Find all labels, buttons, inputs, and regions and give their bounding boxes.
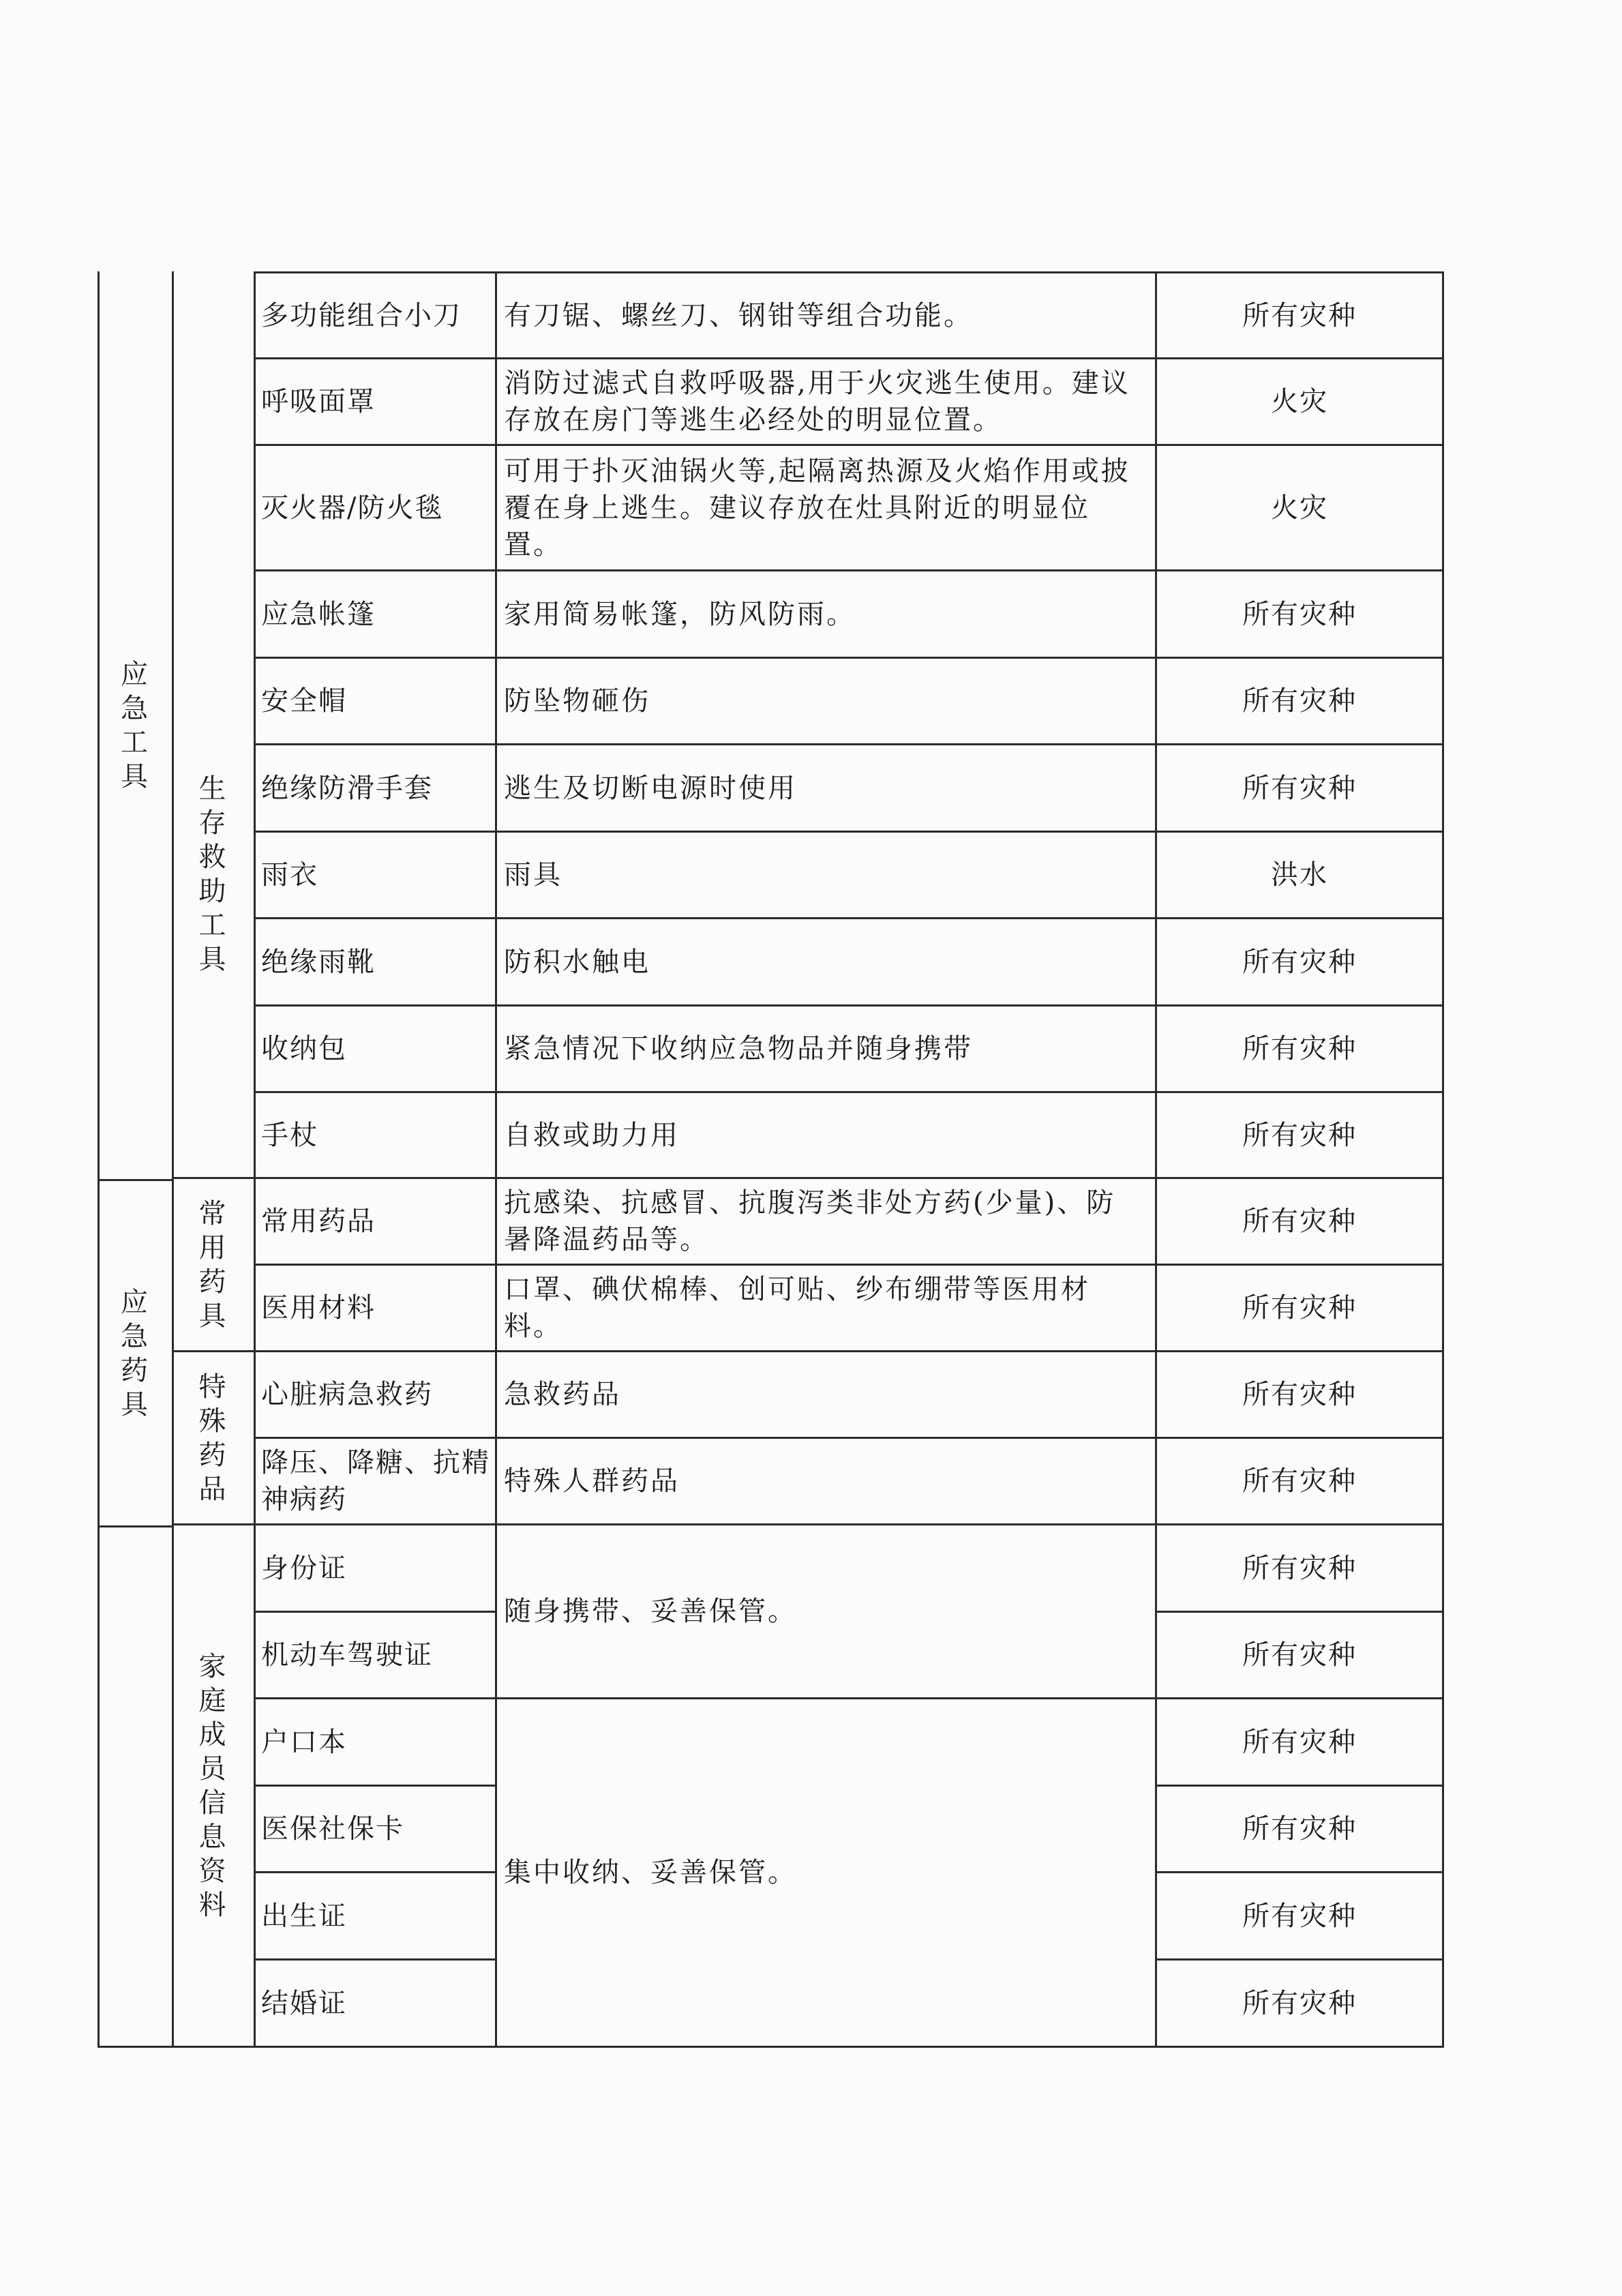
hazard-cell: 所有灾种	[1157, 1613, 1444, 1699]
item-cell: 身份证	[256, 1525, 497, 1613]
item-cell: 户口本	[256, 1699, 497, 1787]
hazard-cell: 所有灾种	[1157, 1525, 1444, 1613]
item-cell: 收纳包	[256, 1007, 497, 1093]
subcategory-family-documents: 家庭 成员 信息 资料	[174, 1525, 256, 2048]
item-cell: 医用材料	[256, 1266, 497, 1352]
hazard-cell: 所有灾种	[1157, 1007, 1444, 1093]
description-cell: 特殊人群药品	[497, 1439, 1157, 1525]
item-cell: 心脏病急救药	[256, 1352, 497, 1439]
hazard-cell: 洪水	[1157, 833, 1444, 919]
description-cell: 消防过滤式自救呼吸器,用于火灾逃生使用。建议存放在房门等逃生必经处的明显位置。	[497, 359, 1157, 446]
description-cell: 自救或助力用	[497, 1093, 1157, 1179]
category-unlabeled	[97, 1525, 174, 2048]
item-cell: 应急帐篷	[256, 571, 497, 659]
item-cell: 灭火器/防火毯	[256, 446, 497, 571]
hazard-cell: 所有灾种	[1157, 1873, 1444, 1960]
hazard-cell: 所有灾种	[1157, 571, 1444, 659]
hazard-cell: 所有灾种	[1157, 1439, 1444, 1525]
item-cell: 绝缘雨靴	[256, 919, 497, 1007]
subcategory-common-medicine: 常用 药具	[174, 1179, 256, 1352]
item-cell: 呼吸面罩	[256, 359, 497, 446]
subcategory-survival-tools: 生存 救助 工具	[174, 571, 256, 1179]
emergency-supplies-table	[97, 271, 1450, 2049]
description-cell: 雨具	[497, 833, 1157, 919]
item-cell: 多功能组合小刀	[256, 271, 497, 359]
category-emergency-medicine: 应急 药具	[97, 1179, 174, 1525]
description-cell: 有刀锯、螺丝刀、钢钳等组合功能。	[497, 271, 1157, 359]
description-cell: 抗感染、抗感冒、抗腹泻类非处方药(少量)、防暑降温药品等。	[497, 1179, 1157, 1266]
shared-description-cell: 集中收纳、妥善保管。	[497, 1699, 1157, 2048]
item-cell: 降压、降糖、抗精神病药	[256, 1439, 497, 1525]
description-cell: 可用于扑灭油锅火等,起隔离热源及火焰作用或披覆在身上逃生。建议存放在灶具附近的明显位置。	[497, 446, 1157, 571]
item-cell: 雨衣	[256, 833, 497, 919]
description-cell: 紧急情况下收纳应急物品并随身携带	[497, 1007, 1157, 1093]
description-cell: 逃生及切断电源时使用	[497, 745, 1157, 833]
item-cell: 医保社保卡	[256, 1787, 497, 1873]
hazard-cell: 所有灾种	[1157, 271, 1444, 359]
hazard-cell: 所有灾种	[1157, 1699, 1444, 1787]
item-cell: 绝缘防滑手套	[256, 745, 497, 833]
hazard-cell: 所有灾种	[1157, 1960, 1444, 2048]
description-cell: 家用简易帐篷，防风防雨。	[497, 571, 1157, 659]
hazard-cell: 所有灾种	[1157, 1787, 1444, 1873]
hazard-cell: 所有灾种	[1157, 1352, 1444, 1439]
item-cell: 常用药品	[256, 1179, 497, 1266]
hazard-cell: 火灾	[1157, 359, 1444, 446]
subcategory-special-medicine: 特殊 药品	[174, 1352, 256, 1525]
description-cell: 防坠物砸伤	[497, 659, 1157, 745]
hazard-cell: 所有灾种	[1157, 659, 1444, 745]
item-cell: 手杖	[256, 1093, 497, 1179]
description-cell: 防积水触电	[497, 919, 1157, 1007]
hazard-cell: 火灾	[1157, 446, 1444, 571]
hazard-cell: 所有灾种	[1157, 919, 1444, 1007]
description-cell: 急救药品	[497, 1352, 1157, 1439]
subcategory-unlabeled	[174, 271, 256, 571]
shared-description-cell: 随身携带、妥善保管。	[497, 1525, 1157, 1699]
hazard-cell: 所有灾种	[1157, 1093, 1444, 1179]
hazard-cell: 所有灾种	[1157, 1179, 1444, 1266]
hazard-cell: 所有灾种	[1157, 745, 1444, 833]
category-emergency-tools: 应急 工具	[97, 271, 174, 1179]
item-cell: 机动车驾驶证	[256, 1613, 497, 1699]
item-cell: 结婚证	[256, 1960, 497, 2048]
description-cell: 口罩、碘伏棉棒、创可贴、纱布绷带等医用材料。	[497, 1266, 1157, 1352]
hazard-cell: 所有灾种	[1157, 1266, 1444, 1352]
item-cell: 出生证	[256, 1873, 497, 1960]
item-cell: 安全帽	[256, 659, 497, 745]
